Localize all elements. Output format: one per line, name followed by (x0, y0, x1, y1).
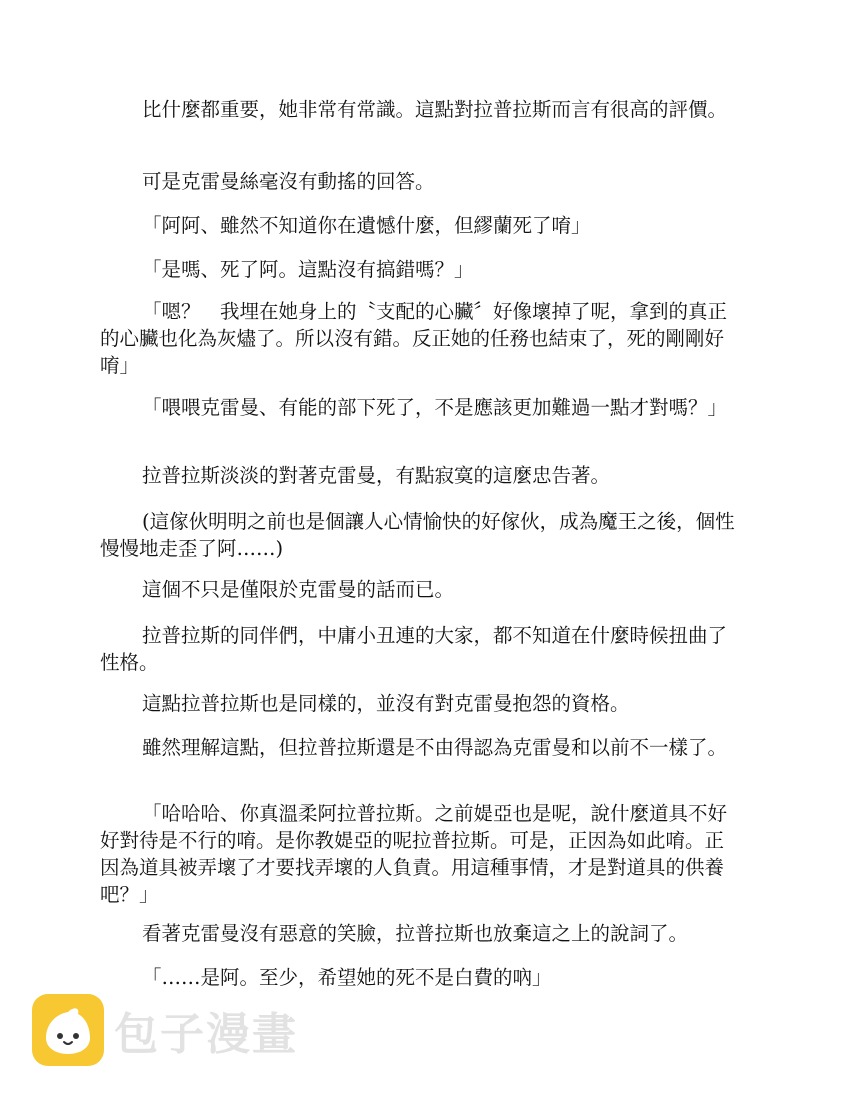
paragraph-6: 「喂喂克雷曼、有能的部下死了，不是應該更加難過一點才對嗎？」 (142, 396, 728, 419)
paragraph-12: 雖然理解這點，但拉普拉斯還是不由得認為克雷曼和以前不一樣了。 (142, 736, 728, 759)
watermark-text: 包子漫畫 (114, 1009, 298, 1060)
paragraph-2: 可是克雷曼絲毫沒有動搖的回答。 (142, 170, 435, 193)
paragraph-1: 比什麼都重要，她非常有常識。這點對拉普拉斯而言有很高的評價。 (142, 98, 728, 121)
watermark (32, 994, 298, 1066)
paragraph-5: 「嗯？ 我埋在她身上的〝支配的心臟〞好像壞掉了呢，拿到的真正的心臟也化為灰燼了。所以沒有錯。反正她的任務也結束了，死的剛剛好唷」 (100, 300, 728, 377)
paragraph-14: 看著克雷曼沒有惡意的笑臉，拉普拉斯也放棄這之上的說詞了。 (142, 922, 689, 945)
paragraph-10: 拉普拉斯的同伴們，中庸小丑連的大家，都不知道在什麼時候扭曲了性格。 (100, 624, 728, 674)
bun-face-icon (32, 994, 104, 1066)
paragraph-13: 「哈哈哈、你真溫柔阿拉普拉斯。之前媞亞也是呢，說什麼道具不好好對待是不行的唷。是你教媞亞的呢拉普拉斯。可是，正因為如此唷。正因為道具被弄壞了才要找弄壞的人負責。用這種事情，才是對道具的供養吧？」 (100, 802, 728, 906)
paragraph-15: 「……是阿。至少，希望她的死不是白費的吶」 (142, 966, 552, 989)
paragraph-3: 「阿阿、雖然不知道你在遺憾什麼，但繆蘭死了唷」 (142, 214, 591, 237)
paragraph-7: 拉普拉斯淡淡的對著克雷曼，有點寂寞的這麼忠告著。 (142, 464, 611, 487)
paragraph-9: 這個不只是僅限於克雷曼的話而已。 (142, 578, 455, 601)
paragraph-8: (這傢伙明明之前也是個讓人心情愉快的好傢伙，成為魔王之後，個性慢慢地走歪了阿……) (100, 510, 735, 560)
paragraph-11: 這點拉普拉斯也是同樣的，並沒有對克雷曼抱怨的資格。 (142, 692, 630, 715)
paragraph-4: 「是嗎、死了阿。這點沒有搞錯嗎？」 (142, 258, 474, 281)
